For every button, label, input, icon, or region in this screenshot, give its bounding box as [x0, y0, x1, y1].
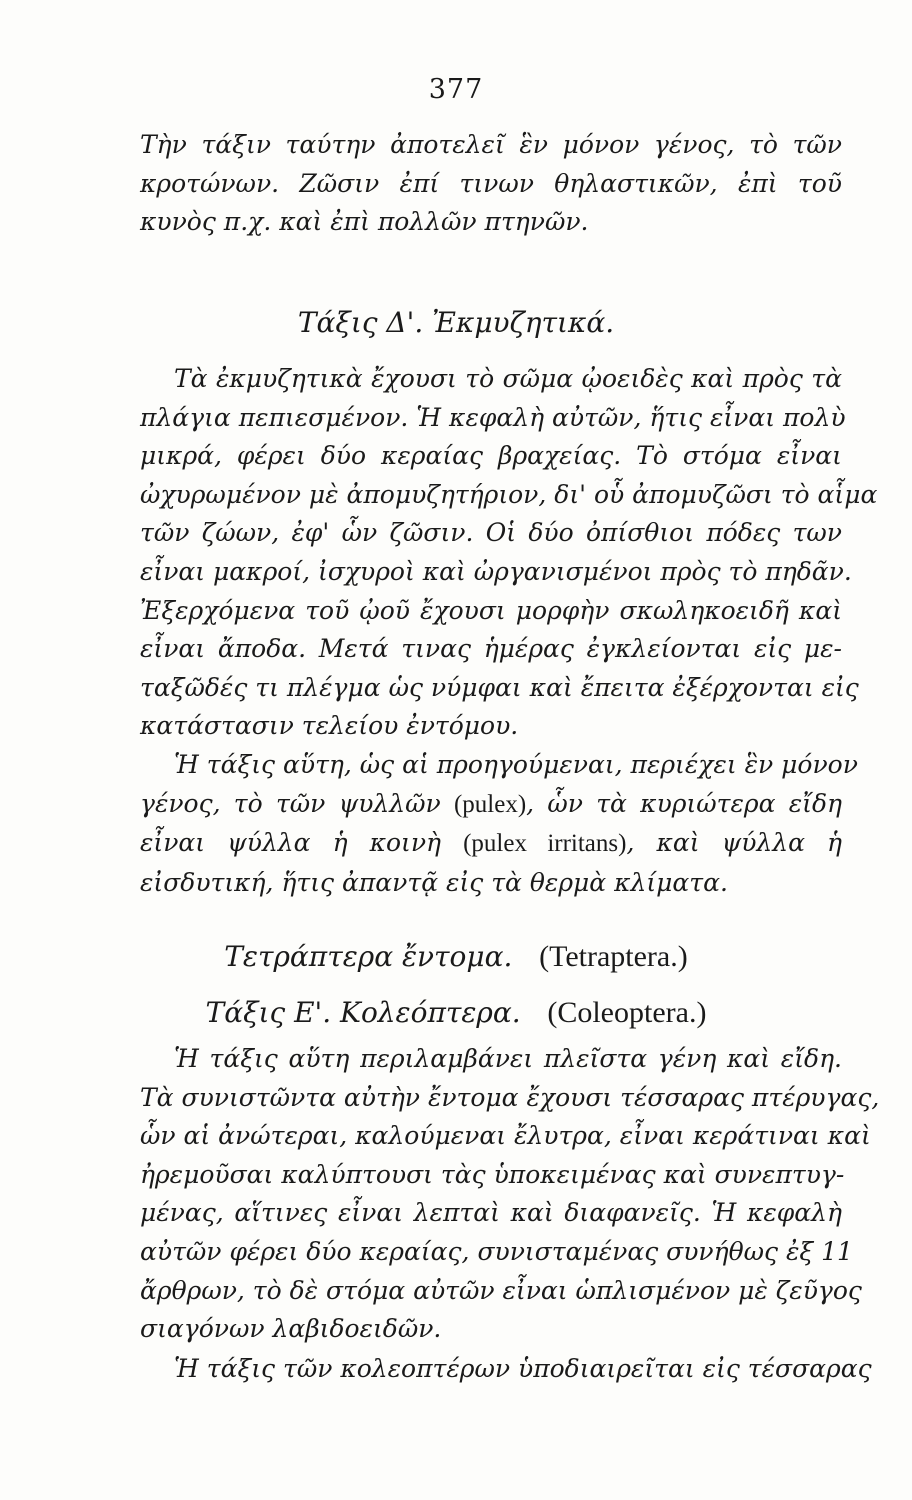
latin-term-pulex: (pulex)	[453, 790, 527, 818]
text-line: Τὰ ἐκμυζητικὰ ἔχουσι τὸ σῶμα ᾠοειδὲς καὶ πρὸς τὰ	[174, 364, 842, 393]
paragraph-subdivision	[140, 1350, 872, 1389]
text-line: κατάστασιν τελείου ἐντόμου.	[140, 711, 519, 741]
text-line: τῶν ζώων, ἐφ' ὧν ζῶσιν. Οἱ δύο ὀπίσθιοι πόδες των	[140, 518, 842, 548]
paragraph-intro	[140, 126, 842, 242]
section-heading-tetraptera	[0, 940, 912, 974]
text-line: κυνὸς π.χ. καὶ ἐπὶ πολλῶν πτηνῶν.	[140, 207, 589, 237]
text-line: αὐτῶν φέρει δύο κεραίας, συνισταμένας συνήθως ἐξ 11	[140, 1236, 853, 1266]
text-fragment: γένος, τὸ τῶν ψυλλῶν	[140, 788, 454, 818]
section-heading-order-d: Τάξις Δ'. Ἐκμυζητικά.	[297, 306, 615, 339]
text-line: ταξῶδές τι πλέγμα ὡς νύμφαι καὶ ἔπειτα ἐξέρχονται εἰς	[140, 672, 859, 702]
heading-greek: Τάξις Ε'. Κολεόπτερα.	[205, 996, 521, 1029]
text-line: πλάγια πεπιεσμένον. Ἡ κεφαλὴ αὐτῶν, ἥτις εἶναι πολὺ	[140, 402, 846, 432]
text-line: Ἐξερχόμενα τοῦ ᾠοῦ ἔχουσι μορφὴν σκωληκοειδῆ καὶ	[140, 595, 842, 625]
paragraph-coleoptera	[140, 1040, 880, 1349]
heading-latin: (Tetraptera.)	[539, 940, 688, 973]
text-line	[140, 824, 842, 864]
text-line: Τὰ συνιστῶντα αὐτὴν ἔντομα ἔχουσι τέσσαρας πτέρυγας,	[140, 1082, 880, 1112]
text-line: ἠρεμοῦσαι καλύπτουσι τὰς ὑποκειμένας καὶ συνεπτυγ-	[140, 1159, 845, 1189]
text-line: μικρά, φέρει δύο κεραίας βραχείας. Τὸ στόμα εἶναι	[140, 441, 842, 471]
paragraph-pulex	[140, 746, 858, 902]
text-line: σιαγόνων λαβιδοειδῶν.	[140, 1314, 442, 1344]
text-line: ἄρθρων, τὸ δὲ στόμα αὐτῶν εἶναι ὡπλισμένον μὲ ζεῦγος	[140, 1275, 862, 1305]
latin-term-pulex-irritans: (pulex irritans)	[463, 830, 627, 858]
text-line: εἶναι μακροί, ἰσχυροὶ καὶ ὠργανισμένοι πρὸς τὸ πηδᾶν.	[140, 556, 852, 586]
text-line: εἶναι ἄποδα. Μετά τινας ἡμέρας ἐγκλείονται εἰς με-	[140, 634, 842, 664]
text-line	[140, 785, 842, 825]
heading-latin: (Coleoptera.)	[547, 996, 707, 1029]
text-fragment: , ὧν τὰ κυριώτερα εἴδη	[526, 788, 842, 818]
paragraph-ekmyzitika	[140, 360, 878, 746]
page-number: 377	[428, 74, 484, 105]
text-line: Ἡ τάξις τῶν κολεοπτέρων ὑποδιαιρεῖται εἰς τέσσαρας	[174, 1354, 872, 1383]
text-line: Ἡ τάξις αὕτη περιλαμβάνει πλεῖστα γένη καὶ εἴδη.	[174, 1044, 842, 1073]
section-heading-order-e	[0, 996, 912, 1030]
text-line: ὠχυρωμένον μὲ ἀπομυζητήριον, δι' οὗ ἀπομυζῶσι τὸ αἷμα	[140, 479, 878, 509]
text-fragment: εἶναι ψύλλα ἡ κοινὴ	[140, 828, 464, 858]
text-line: Ἡ τάξις αὕτη, ὡς αἱ προηγούμεναι, περιέχει ἓν μόνον	[174, 750, 858, 779]
text-line: εἰσδυτική, ἥτις ἀπαντᾷ εἰς τὰ θερμὰ κλίματα.	[140, 867, 728, 897]
heading-greek: Τετράπτερα ἔντομα.	[224, 940, 513, 973]
text-line: κροτώνων. Ζῶσιν ἐπί τινων θηλαστικῶν, ἐπὶ τοῦ	[140, 168, 842, 198]
text-line: Τὴν τάξιν ταύτην ἀποτελεῖ ἓν μόνον γένος, τὸ τῶν	[140, 130, 842, 159]
text-fragment: , καὶ ψύλλα ἡ	[626, 828, 843, 858]
text-line: ὧν αἱ ἀνώτεραι, καλούμεναι ἔλυτρα, εἶναι κεράτιναι καὶ	[140, 1121, 871, 1151]
text-line: μένας, αἵτινες εἶναι λεπταὶ καὶ διαφανεῖς. Ἡ κεφαλὴ	[140, 1198, 842, 1228]
